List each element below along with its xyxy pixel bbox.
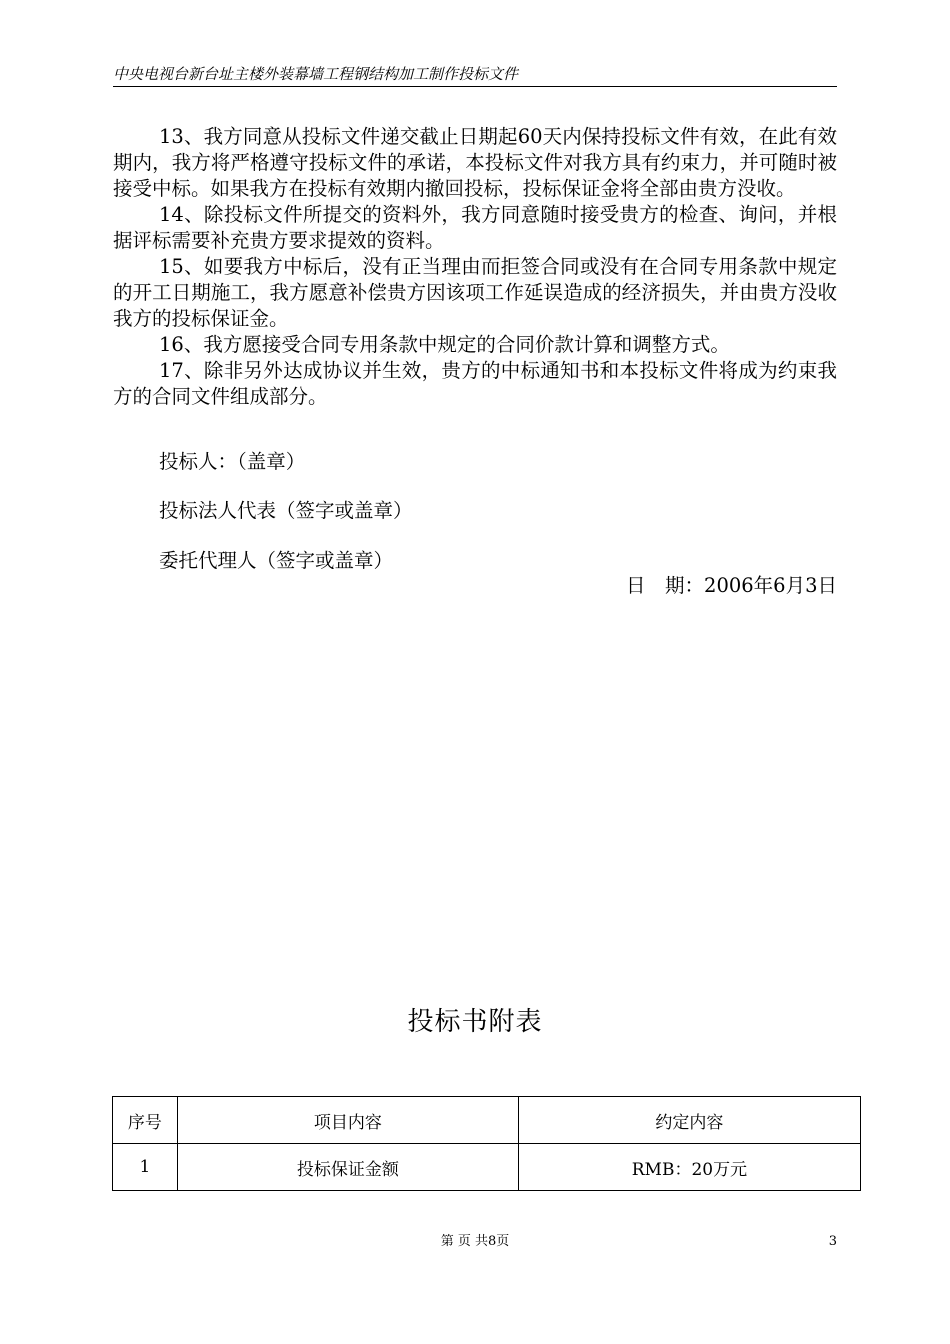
- header-cell-item: 项目内容: [177, 1097, 518, 1144]
- table-header-row: [113, 1097, 861, 1144]
- bidder-seal-line: 投标人：（盖章）: [159, 450, 306, 473]
- header-cell-no: 序号: [113, 1097, 178, 1144]
- appendix-table: [112, 1096, 861, 1191]
- cell-no: 1: [113, 1144, 178, 1191]
- cell-item: 投标保证金额: [177, 1144, 518, 1191]
- footer-page-info: 第 页 共8页: [440, 1234, 510, 1249]
- page-header: 中央电视台新台址主楼外装幕墙工程钢结构加工制作投标文件: [113, 62, 837, 87]
- cell-agreement: RMB：20万元: [518, 1144, 860, 1191]
- clause-17: 17、除非另外达成协议并生效，贵方的中标通知书和本投标文件将成为约束我方的合同文件组成部分。: [113, 359, 837, 408]
- clause-14: 14、除投标文件所提交的资料外，我方同意随时接受贵方的检查、询问，并根据评标需要补充贵方要求提效的资料。: [113, 203, 837, 252]
- appendix-title: 投标书附表: [407, 1007, 543, 1037]
- table-row: [113, 1144, 861, 1191]
- legal-rep-signature-line: 投标法人代表（签字或盖章）: [159, 499, 413, 522]
- clause-13: 13、我方同意从投标文件递交截止日期起60天内保持投标文件有效，在此有效期内，我方将严格遵守投标文件的承诺，本投标文件对我方具有约束力，并可随时被接受中标。如果我方在投标有效期内撤回投标，投标保证金将全部由贵方没收。: [113, 125, 837, 200]
- agent-signature-line: 委托代理人（签字或盖章）: [159, 549, 394, 572]
- clause-16: 16、我方愿接受合同专用条款中规定的合同价款计算和调整方式。: [159, 333, 730, 356]
- footer-page-number: 3: [828, 1234, 837, 1249]
- date-line: 日 期：2006年6月3日: [626, 574, 837, 597]
- clause-15: 15、如要我方中标后，没有正当理由而拒签合同或没有在合同专用条款中规定的开工日期施工，我方愿意补偿贵方因该项工作延误造成的经济损失，并由贵方没收我方的投标保证金。: [113, 255, 837, 330]
- clause-list: [113, 124, 837, 410]
- header-cell-agreement: 约定内容: [518, 1097, 860, 1144]
